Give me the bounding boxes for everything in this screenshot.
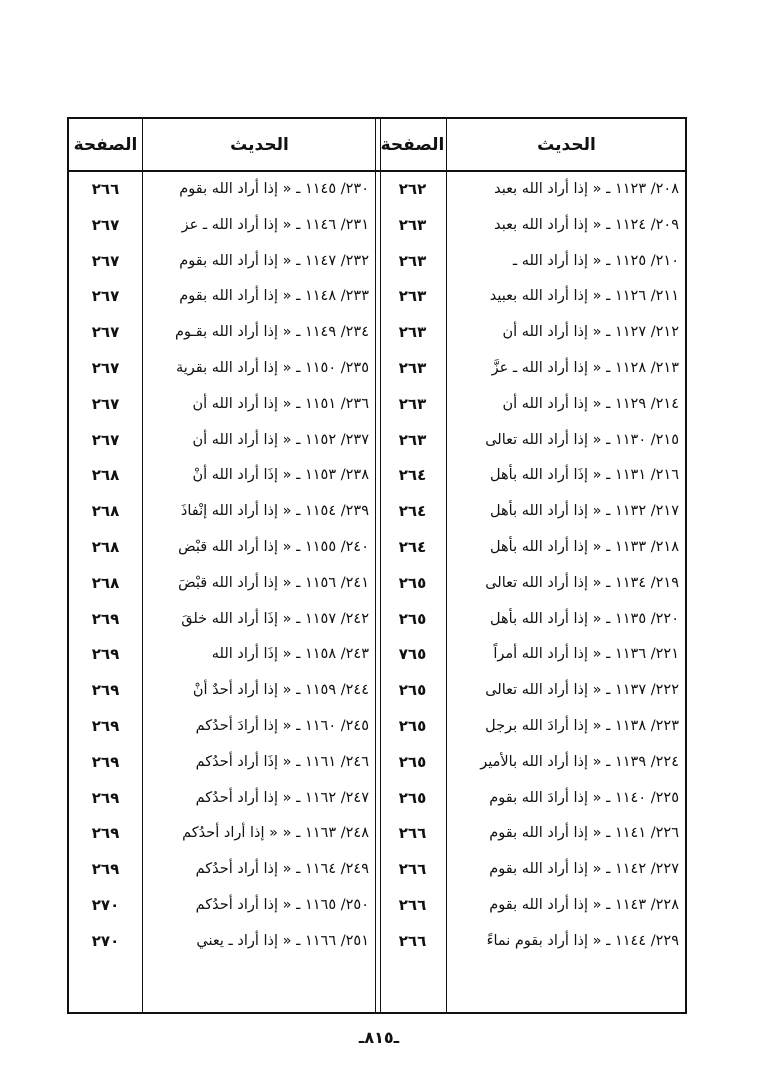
page-ref: ٢٦٦	[398, 824, 427, 843]
page-ref: ٢٦٦	[398, 896, 427, 914]
page-ref: ٢٦٧	[91, 323, 120, 342]
hadith-entry: ٢٤٣/ ١١٥٨ ـ « إذَا أراد الله	[211, 646, 369, 663]
hadith-entry: ٢١٦/ ١١٣١ ـ « إذَا أراد الله بأهل	[490, 467, 679, 484]
page-ref: ٢٦٧	[91, 287, 120, 306]
page-ref: ٢٦٧	[91, 359, 120, 377]
header-right-page: الصفحة	[380, 134, 445, 155]
hadith-entry: ٢٥١/ ١١٦٦ ـ « إذا أراد ـ يعني	[196, 932, 369, 949]
hadith-entry: ٢١٨/ ١١٣٣ ـ « إذا أراد الله بأهل	[490, 539, 679, 555]
hadith-entry: ٢١٥/ ١١٣٠ ـ « إذا أراد الله تعالى	[485, 431, 679, 448]
hadith-entry: ٢٣٣/ ١١٤٨ ـ « إذا أراد الله بقوم	[179, 288, 369, 305]
hadith-entry: ٢٤٨/ ١١٦٣ ـ « « إذا أراد أحدُكم	[182, 825, 369, 842]
hadith-entry: ٢٤٩/ ١١٦٤ ـ « إذا أراد أحدُكم	[195, 861, 369, 878]
page-ref: ٢٦٣	[398, 323, 427, 342]
page-ref: ٢٦٥	[398, 573, 427, 592]
page-ref: ٢٦٣	[398, 359, 427, 377]
page-ref: ٢٦٧	[91, 394, 120, 413]
hadith-entry: ٢٢٨/ ١١٤٣ ـ « إذا أراد الله بقوم	[489, 897, 679, 913]
page-ref: ٢٦٥	[398, 609, 427, 628]
page-ref: ٢٦٥	[398, 752, 427, 771]
hadith-index-table	[67, 117, 687, 1014]
hadith-entry: ٢٥٠/ ١١٦٥ ـ « إذا أراد أحدُكم	[195, 897, 369, 913]
hadith-entry: ٢٢١/ ١١٣٦ ـ « إذا أراد الله أمراً	[493, 646, 679, 663]
page-ref: ٢٦٩	[91, 609, 120, 628]
page-ref: ٢٦٣	[398, 251, 427, 270]
page-ref: ٢٦٨	[91, 538, 120, 556]
page-ref: ٢٦٦	[398, 860, 427, 879]
page-ref: ٢٦٥	[398, 788, 427, 807]
page-ref: ٢٦٩	[91, 645, 120, 664]
hadith-entry: ٢٠٨/ ١١٢٣ ـ « إذا أراد الله بعبد	[494, 181, 679, 197]
hadith-entry: ٢٢٩/ ١١٤٤ ـ « إذا أراد بقوم نماءً	[486, 932, 679, 949]
page-ref: ٢٦٤	[398, 538, 427, 556]
hadith-entry: ٢١٤/ ١١٢٩ ـ « إذا أراد الله أن	[502, 395, 679, 412]
hadith-entry: ٢٢٦/ ١١٤١ ـ « إذا أراد الله بقوم	[489, 825, 679, 842]
page-ref: ٢٦٦	[398, 931, 427, 950]
hadith-entry: ٢٢٤/ ١١٣٩ ـ « إذا أراد الله بالأمير	[480, 753, 679, 770]
hadith-entry: ٢٣٧/ ١١٥٢ ـ « إذا أراد الله أن	[192, 431, 369, 448]
page-ref: ٢٦٤	[398, 502, 427, 521]
header-left-hadith: الحديث	[230, 134, 289, 155]
hadith-entry: ٢٢٢/ ١١٣٧ ـ « إذا أراد الله تعالى	[485, 682, 679, 699]
page-ref: ٢٦٧	[91, 215, 120, 234]
hadith-entry: ٢١٠/ ١١٢٥ ـ « إذا أراد الله ـ	[512, 252, 679, 269]
hadith-entry: ٢٢٧/ ١١٤٢ ـ « إذا أراد الله بقوم	[489, 861, 679, 878]
page-ref: ٢٦٩	[91, 788, 120, 807]
hadith-entry: ٢١٢/ ١١٢٧ ـ « إذا أراد الله أن	[502, 324, 679, 341]
page-ref: ٢٦٥	[398, 717, 427, 735]
page-ref: ٢٦٣	[398, 215, 427, 234]
hadith-entry: ٢٣٩/ ١١٥٤ ـ « إذا أراد الله إنْفاذَ	[180, 503, 369, 520]
header-left-page: الصفحة	[73, 134, 138, 155]
hadith-entry: ٢١٧/ ١١٣٢ ـ « إذا أراد الله بأهل	[490, 503, 679, 520]
page-ref: ٢٦٩	[91, 681, 120, 700]
hadith-entry: ٢١٣/ ١١٢٨ ـ « إذا أراد الله ـ عزَّ	[491, 360, 679, 376]
hadith-entry: ٢٢٠/ ١١٣٥ ـ « إذا أراد الله بأهل	[490, 610, 679, 627]
page-ref: ٢٦٦	[91, 180, 120, 198]
hadith-entry: ٢٤٤/ ١١٥٩ ـ « إذا أراد أحدٌ أنْ	[192, 682, 369, 699]
page-ref: ٢٦٨	[91, 573, 120, 592]
hadith-entry: ٢٣٤/ ١١٤٩ ـ « إذا أراد الله بقـوم	[175, 324, 369, 341]
page-ref: ٢٦٨	[91, 466, 120, 485]
hadith-entry: ٢٢٣/ ١١٣٨ ـ « إذا أرادَ الله برجل	[485, 718, 679, 734]
page-ref: ٢٦٣	[398, 394, 427, 413]
page-ref: ٢٦٢	[398, 180, 427, 198]
hadith-entry: ٢١١/ ١١٢٦ ـ « إذا أراد الله بعبيد	[489, 288, 679, 305]
hadith-entry: ٢٠٩/ ١١٢٤ ـ « إذا أراد الله بعبد	[494, 216, 679, 233]
header-right-hadith: الحديث	[537, 134, 596, 155]
page-ref: ٢٧٠	[91, 896, 120, 914]
column-divider	[142, 119, 143, 1012]
page-ref: ٢٦٤	[398, 466, 427, 485]
hadith-entry: ٢٤٧/ ١١٦٢ ـ « إذا أراد أحدُكم	[195, 789, 369, 806]
hadith-entry: ٢١٩/ ١١٣٤ ـ « إذا أراد الله تعالى	[485, 574, 679, 591]
hadith-entry: ٢٣٠/ ١١٤٥ ـ « إذا أراد الله بقوم	[179, 181, 369, 197]
page-ref: ٢٦٧	[91, 430, 120, 449]
hadith-entry: ٢٤١/ ١١٥٦ ـ « إذا أراد الله قبْضَ	[178, 574, 369, 591]
page-ref: ٢٧٠	[91, 931, 120, 950]
hadith-entry: ٢٤٥/ ١١٦٠ ـ « إذا أرادَ أحدُكم	[195, 718, 369, 734]
page-ref: ٢٦٣	[398, 287, 427, 306]
hadith-entry: ٢٣٥/ ١١٥٠ ـ « إذا أراد الله بقرية	[175, 360, 369, 376]
page-number: ـ٨١٥ـ	[358, 1028, 400, 1047]
hadith-entry: ٢٤٠/ ١١٥٥ ـ « إذا أراد الله قبْض	[178, 539, 369, 555]
hadith-entry: ٢٣١/ ١١٤٦ ـ « إذا أراد الله ـ عز	[181, 216, 369, 233]
hadith-entry: ٢٤٢/ ١١٥٧ ـ « إذَا أراد الله خلقَ	[181, 610, 369, 627]
page-ref: ٢٦٩	[91, 824, 120, 843]
hadith-entry: ٢٤٦/ ١١٦١ ـ « إذَا أراد أحدُكم	[195, 753, 369, 770]
page-ref: ٢٦٣	[398, 430, 427, 449]
hadith-entry: ٢٣٦/ ١١٥١ ـ « إذا أراد الله أن	[192, 395, 369, 412]
page-ref: ٢٦٩	[91, 717, 120, 735]
page-ref: ٢٦٥	[398, 681, 427, 700]
page-ref: ٢٦٩	[91, 860, 120, 879]
hadith-entry: ٢٢٥/ ١١٤٠ ـ « إذا أرادَ الله بقوم	[489, 789, 679, 806]
hadith-entry: ٢٣٨/ ١١٥٣ ـ « إذَا أراد الله أنْ	[192, 467, 369, 484]
column-divider	[446, 119, 447, 1012]
page-ref: ٢٦٧	[91, 251, 120, 270]
page-ref: ٧٦٥	[398, 645, 427, 664]
hadith-entry: ٢٣٢/ ١١٤٧ ـ « إذا أراد الله بقوم	[179, 252, 369, 269]
page-ref: ٢٦٨	[91, 502, 120, 521]
page-ref: ٢٦٩	[91, 752, 120, 771]
